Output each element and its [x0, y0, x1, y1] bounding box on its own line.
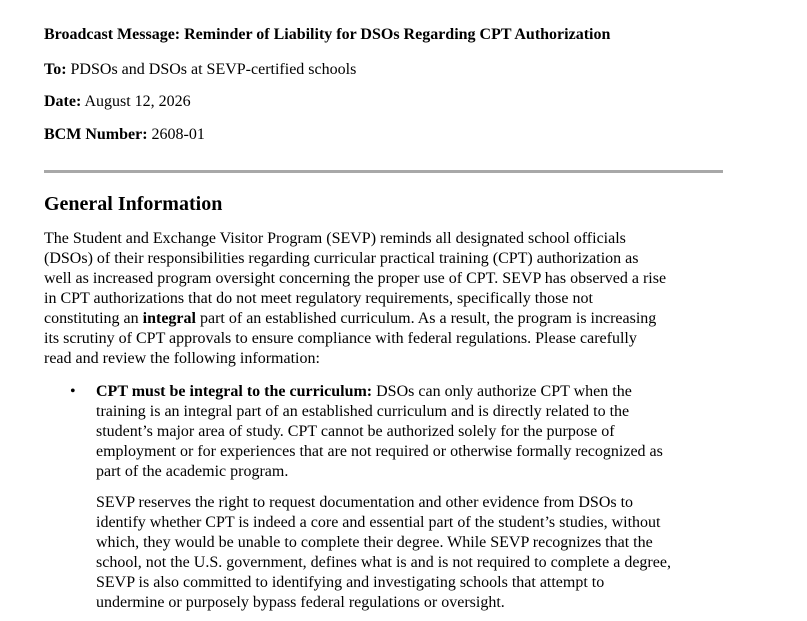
followup-line: which, they would be unable to complete their degree. While SEVP recognizes that the — [96, 534, 653, 551]
bullet-line — [96, 382, 732, 402]
recipient-label: To: — [44, 61, 67, 78]
bcm-number-label: BCM Number: — [44, 126, 148, 143]
bullet-followup-paragraph — [96, 493, 732, 613]
bcm-number-value: 2608-01 — [151, 126, 205, 143]
date-label: Date: — [44, 93, 82, 110]
intro-line: well as increased program oversight concerning the proper use of CPT. SEVP has observed a rise — [44, 270, 667, 287]
intro-line: in CPT authorizations that do not meet regulatory requirements, specifically those not — [44, 290, 593, 307]
intro-line: its scrutiny of CPT approvals to ensure compliance with federal regulations. Please carefully — [44, 330, 637, 347]
intro-line: read and review the following information: — [44, 350, 320, 367]
emphasis-integral: integral — [142, 310, 196, 327]
message-title — [44, 25, 610, 45]
intro-text: constituting an — [44, 310, 143, 327]
bullet-lead: CPT must be integral to the curriculum: — [96, 383, 373, 400]
date-value: August 12, 2026 — [84, 93, 191, 110]
bullet-line: student’s major area of study. CPT cannot be authorized solely for the purpose of — [96, 423, 615, 440]
bullet-icon: • — [70, 383, 76, 400]
followup-line: identify whether CPT is indeed a core and essential part of the student’s studies, without — [96, 514, 661, 531]
intro-text: part of an established curriculum. As a result, the program is increasing — [195, 310, 657, 327]
intro-line — [44, 309, 734, 329]
followup-line: SEVP reserves the right to request documentation and other evidence from DSOs to — [96, 494, 634, 511]
message-title-text: Broadcast Message: Reminder of Liability for DSOs Regarding CPT Authorization — [44, 26, 611, 43]
intro-line: The Student and Exchange Visitor Program (SEVP) reminds all designated school officials — [44, 230, 626, 247]
bullet-paragraph — [96, 382, 732, 482]
followup-line: SEVP is also committed to identifying and investigating schools that attempt to — [96, 574, 605, 591]
bullet-line: part of the academic program. — [96, 463, 289, 480]
intro-line: (DSOs) of their responsibilities regarding curricular practical training (CPT) authorization as — [44, 250, 639, 267]
date-line — [44, 92, 191, 112]
followup-line: school, not the U.S. government, defines what is and is not required to complete a degree, — [96, 554, 671, 571]
recipient-value: PDSOs and DSOs at SEVP-certified schools — [70, 61, 357, 78]
recipient-line — [44, 60, 356, 80]
section-heading: General Information — [44, 193, 223, 215]
bullet-line: training is an integral part of an established curriculum and is directly related to the — [96, 403, 630, 420]
bullet-line: employment or for experiences that are not required or otherwise formally recognized as — [96, 443, 663, 460]
bcm-number-line — [44, 125, 205, 145]
section-divider — [44, 170, 723, 173]
followup-line: undermine or purposely bypass federal regulations or oversight. — [96, 594, 505, 611]
bullet-text: DSOs can only authorize CPT when the — [372, 383, 632, 400]
intro-paragraph — [44, 229, 734, 369]
